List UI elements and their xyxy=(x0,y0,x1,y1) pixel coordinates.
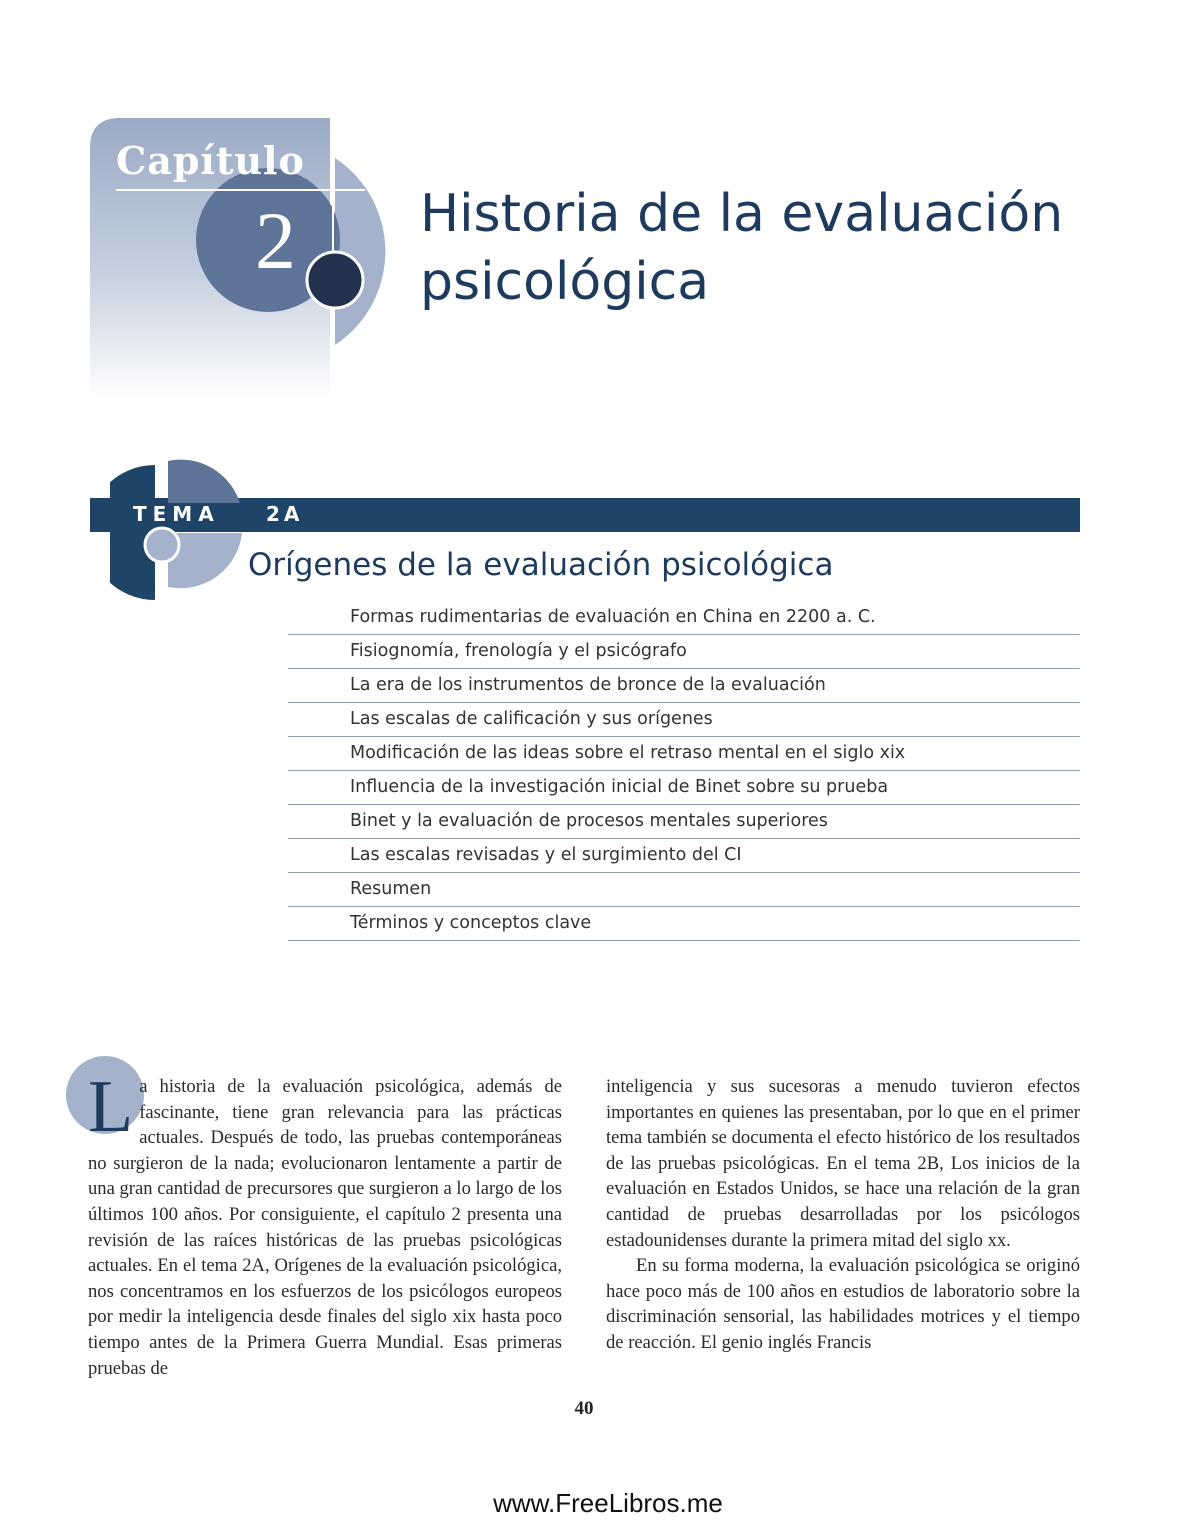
continued-paragraph: inteligencia y sus sucesoras a menudo tuvieron efectos importantes en quienes las presentaban, por lo que en el primer tema también se documenta el efecto histórico de los resultados de las pruebas psicológicas. En el tema 2B, Los inicios de la evaluación en Estados Unidos, se hace una relación de la gran cantidad de pruebas desarrolladas por los psicólogos estadounidenses durante la primera mitad del siglo xx. xyxy=(606,1076,1080,1251)
topic-item: Las escalas revisadas y el surgimiento del CI xyxy=(288,839,1080,873)
chapter-emblem xyxy=(0,0,420,420)
topic-item: Resumen xyxy=(288,873,1080,907)
chapter-title-line-2: psicológica xyxy=(420,252,710,312)
tema-emblem xyxy=(110,455,260,605)
tema-title: Orígenes de la evaluación psicológica xyxy=(248,547,834,583)
footer-url[interactable]: www.FreeLibros.me xyxy=(493,1488,723,1518)
topic-item: Fisiognomía, frenología y el psicógrafo xyxy=(288,635,1080,669)
topic-item: Modificación de las ideas sobre el retraso mental en el siglo xix xyxy=(288,737,1080,771)
chapter-title xyxy=(420,180,1120,316)
topic-item: Términos y conceptos clave xyxy=(288,907,1080,941)
intro-paragraph xyxy=(88,1066,562,1381)
intro-paragraph-text: a historia de la evaluación psicológica, además de fascinante, tiene gran relevancia para las prácticas actuales. Después de todo, las pruebas contemporáneas no surgieron de la nada; evolucionaron lentamente a partir de una gran cantidad de precursores que surgieron a lo largo de los últimos 100 años. Por consiguiente, el capítulo 2 presenta una revisión de las raíces históricas de las pruebas psicológicas actuales. En el tema 2A, Orígenes de la evaluación psicológica, nos concentramos en los esfuerzos de los psicólogos europeos por medir la inteligencia desde finales del siglo xix hasta poco tiempo antes de la Primera Guerra Mundial. Esas primeras pruebas de xyxy=(88,1076,562,1379)
page-number: 40 xyxy=(574,1398,594,1419)
chapter-title-line-1: Historia de la evaluación xyxy=(420,184,1064,244)
chapter-label: Capítulo xyxy=(116,138,305,183)
tema-label: TEMA xyxy=(133,502,220,526)
chapter-number: 2 xyxy=(255,195,296,286)
topic-item: Formas rudimentarias de evaluación en China en 2200 a. C. xyxy=(288,601,1080,635)
topic-item: Las escalas de calificación y sus orígenes xyxy=(288,703,1080,737)
second-paragraph: En su forma moderna, la evaluación psicológica se originó hace poco más de 100 años en estudios de laboratorio sobre la discriminación sensorial, las habilidades motrices y el tiempo de reacción. El genio inglés Francis xyxy=(606,1255,1080,1353)
drop-cap: L xyxy=(88,1066,134,1148)
topic-item: La era de los instrumentos de bronce de la evaluación xyxy=(288,669,1080,703)
tema-code: 2A xyxy=(266,502,304,526)
body-column-left xyxy=(88,1066,562,1381)
body-column-right xyxy=(606,1074,1080,1356)
topic-list xyxy=(288,601,1080,941)
topic-item: Binet y la evaluación de procesos mentales superiores xyxy=(288,805,1080,839)
topic-item: Influencia de la investigación inicial de Binet sobre su prueba xyxy=(288,771,1080,805)
